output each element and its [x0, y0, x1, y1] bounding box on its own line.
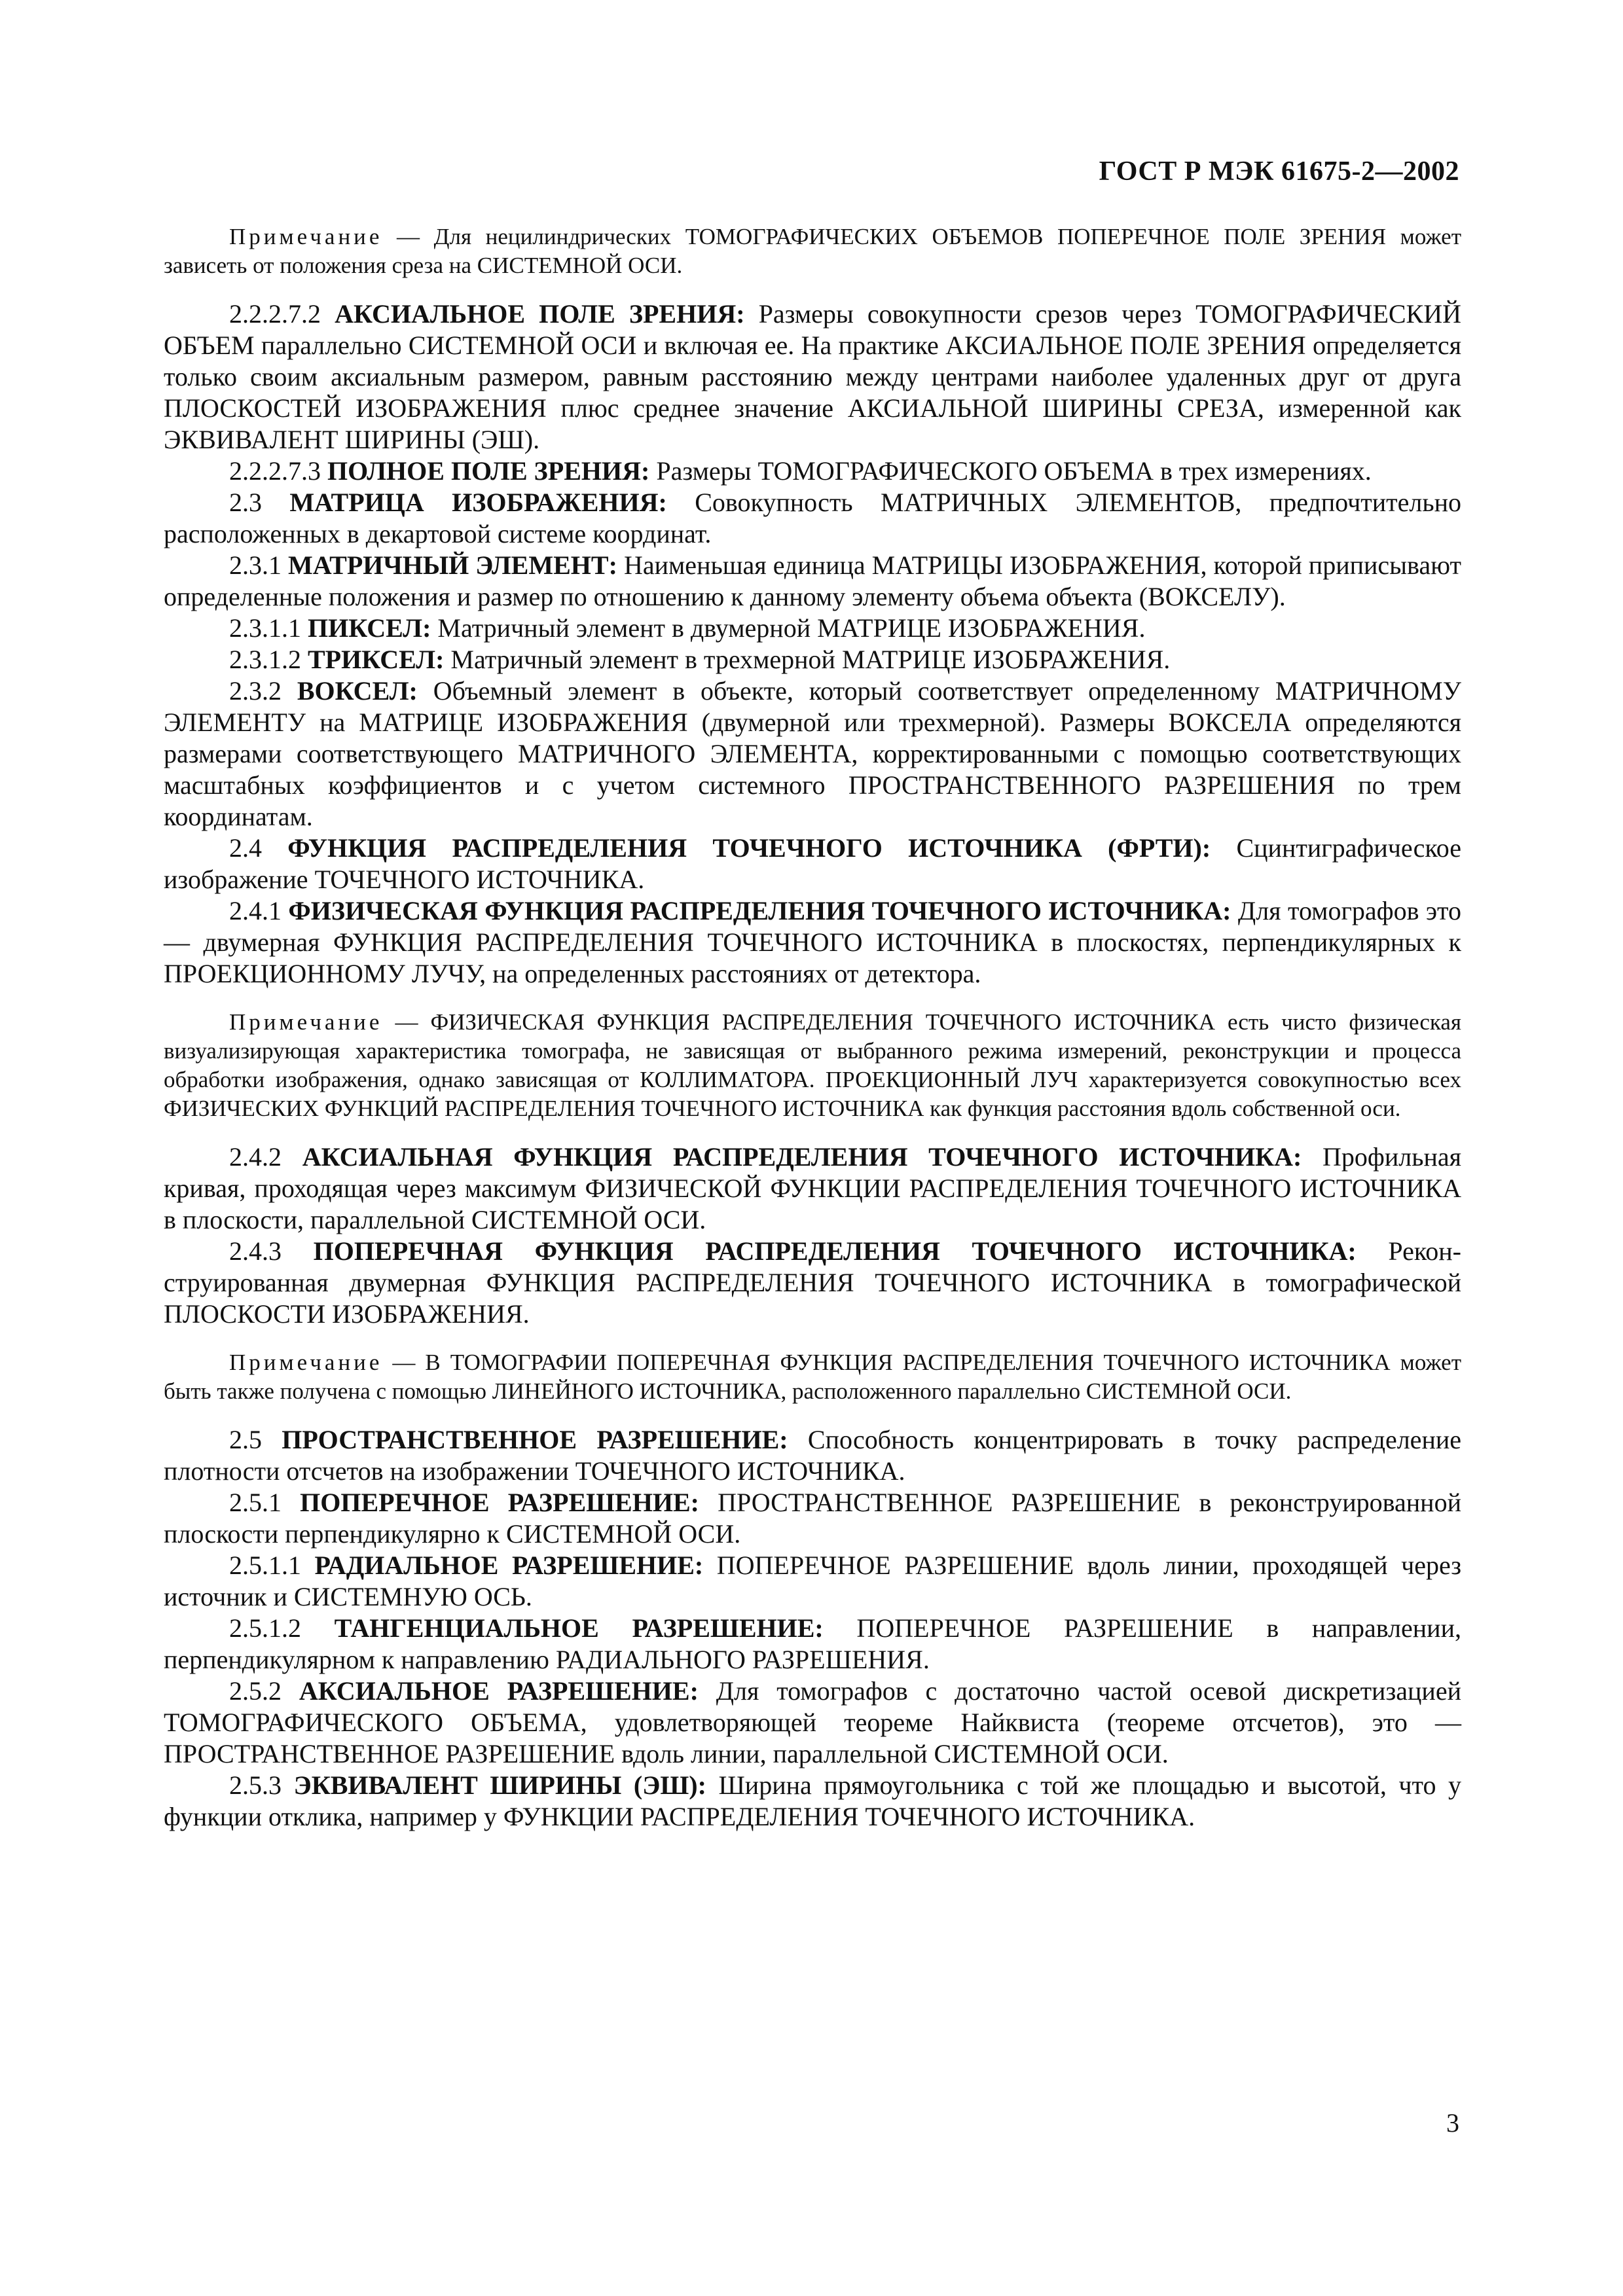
clause-paragraph	[164, 1487, 1461, 1550]
clause-number: 2.5.1	[229, 1488, 301, 1517]
page-number: 3	[1446, 2108, 1459, 2138]
clause-term: РАДИАЛЬНОЕ РАЗРЕШЕНИЕ:	[314, 1551, 704, 1580]
clause-number: 2.5	[229, 1425, 282, 1454]
note-paragraph	[164, 1348, 1461, 1406]
clause-definition: Размеры ТОМОГРАФИЧЕСКОГО ОБЪЕМА в трех измерениях.	[649, 456, 1372, 486]
clause-term: АКСИАЛЬНОЕ РАЗРЕШЕНИЕ:	[299, 1676, 699, 1706]
clause-definition: Для томографов это — двумерная ФУНКЦИЯ РАСПРЕДЕЛЕНИЯ ТОЧЕЧНОГО ИСТОЧНИКА в плоскостях, перпендикулярных к ПРОЕКЦИОННОМУ ЛУЧУ, на определенных расстояниях от детектора.	[164, 896, 1461, 988]
clause-paragraph	[164, 487, 1461, 550]
clause-number: 2.4.3	[229, 1236, 314, 1266]
clause-definition: Для томографов с достаточно частой осевой дискретизацией ТОМОГРАФИЧЕСКОГО ОБЪЕМА, удовлетворяющей теореме Найквиста (теореме отсчетов), это — ПРОСТРАНСТВЕННОЕ РАЗРЕШЕНИЕ вдоль линии, параллельной СИСТЕМНОЙ ОСИ.	[164, 1676, 1461, 1768]
clause-definition: Сцинтиграфическое изображение ТОЧЕЧНОГО ИСТОЧНИКА.	[164, 833, 1461, 894]
clause-paragraph	[164, 675, 1461, 833]
clause-paragraph	[164, 613, 1461, 644]
clause-definition: ПОПЕРЕЧНОЕ РАЗРЕШЕНИЕ вдоль линии, проходящей через источник и СИСТЕМНУЮ ОСЬ.	[164, 1551, 1462, 1611]
clause-paragraph	[164, 298, 1461, 456]
clause-term: ПРОСТРАНСТВЕННОЕ РАЗРЕШЕНИЕ:	[282, 1425, 788, 1454]
clause-term: ПОПЕРЕЧНАЯ ФУНКЦИЯ РАСПРЕДЕЛЕНИЯ ТОЧЕЧНОГО ИСТОЧНИКА:	[313, 1236, 1357, 1266]
clause-term: ПИКСЕЛ:	[308, 613, 431, 643]
clause-paragraph	[164, 1770, 1461, 1833]
clause-definition: Способность концентрировать в точку распределение плотности отсчетов на изображении ТОЧЕЧНОГО ИСТОЧНИКА.	[164, 1425, 1462, 1486]
clause-definition: Совокупность МАТРИЧНЫХ ЭЛЕМЕНТОВ, предпочтительно расположенных в декартовой системе координат.	[164, 488, 1461, 548]
clause-paragraph	[164, 1424, 1461, 1487]
clause-term: ФУНКЦИЯ РАСПРЕДЕЛЕНИЯ ТОЧЕЧНОГО ИСТОЧНИКА (ФРТИ):	[287, 833, 1211, 863]
clause-definition: Наименьшая единица МАТРИЦЫ ИЗОБРАЖЕНИЯ, которой приписывают определенные положения и размер по отношению к данному элементу объема объекта (ВОКСЕЛУ).	[164, 550, 1462, 611]
clause-definition: Профильная кривая, проходящая через максимум ФИЗИЧЕСКОЙ ФУНКЦИИ РАСПРЕДЕЛЕНИЯ ТОЧЕЧНОГО ИСТОЧНИКА в плоскости, параллельной СИСТЕМНОЙ ОСИ.	[164, 1142, 1461, 1234]
note-label: Примечание	[229, 224, 383, 249]
clause-number: 2.3.2	[229, 676, 297, 706]
clause-term: ПОЛНОЕ ПОЛЕ ЗРЕНИЯ:	[327, 456, 650, 486]
clause-number: 2.2.2.7.2	[229, 299, 335, 329]
note-text: — ФИЗИЧЕСКАЯ ФУНКЦИЯ РАСПРЕДЕЛЕНИЯ ТОЧЕЧНОГО ИСТОЧНИКА есть чисто физическая визуализирующая характеристика томографа, не зависящая от выбранного режима измерений, реконструкции и процесса обработки изображения, однако зависящая от КОЛЛИМАТОРА. ПРОЕКЦИОННЫЙ ЛУЧ характеризуется совокупностью всех ФИЗИЧЕСКИХ ФУНКЦИЙ РАСПРЕДЕЛЕНИЯ ТОЧЕЧНОГО ИСТОЧНИКА как функция расстояния вдоль собственной оси.	[164, 1009, 1461, 1121]
note-text: — В ТОМОГРАФИИ ПОПЕРЕЧНАЯ ФУНКЦИЯ РАСПРЕДЕЛЕНИЯ ТОЧЕЧНОГО ИСТОЧНИКА может быть также получена с помощью ЛИНЕЙНОГО ИСТОЧНИКА, расположенного параллельно СИСТЕМНОЙ ОСИ.	[164, 1350, 1461, 1404]
clause-number: 2.3.1.2	[229, 645, 308, 674]
clause-number: 2.3	[229, 488, 290, 517]
clause-term: ЭКВИВАЛЕНТ ШИРИНЫ (ЭШ):	[293, 1770, 706, 1800]
clause-paragraph	[164, 833, 1461, 895]
clause-term: ФИЗИЧЕСКАЯ ФУНКЦИЯ РАСПРЕДЕЛЕНИЯ ТОЧЕЧНОГО ИСТОЧНИКА:	[288, 896, 1231, 925]
document-header: ГОСТ Р МЭК 61675-2—2002	[1099, 156, 1459, 187]
document-body	[164, 223, 1461, 1833]
clause-definition: Объемный элемент в объекте, который соответствует определенному МАТРИЧНОМУ ЭЛЕМЕНТУ на МАТРИЦЕ ИЗОБРАЖЕНИЯ (двумерной или трехмерной). Размеры ВОКСЕЛА определяются размерами соответствующего МАТРИЧНОГО ЭЛЕМЕНТА, корректированными с помощью соответствующих масштабных коэффициентов и с учетом системного ПРОСТРАНСТВЕННОГО РАЗРЕШЕНИЯ по трем координатам.	[164, 676, 1462, 831]
clause-term: ПОПЕРЕЧНОЕ РАЗРЕШЕНИЕ:	[300, 1488, 699, 1517]
note-label: Примечание	[229, 1009, 383, 1035]
clause-number: 2.3.1	[229, 550, 289, 580]
clause-term: МАТРИЧНЫЙ ЭЛЕМЕНТ:	[288, 550, 617, 580]
clause-term: ТАНГЕНЦИАЛЬНОЕ РАЗРЕШЕНИЕ:	[334, 1613, 824, 1643]
clause-term: ТРИКСЕЛ:	[308, 645, 445, 674]
clause-definition: Ширина прямоугольника с той же площадью и высотой, что у функции отклика, например у ФУНКЦИИ РАСПРЕДЕЛЕНИЯ ТОЧЕЧНОГО ИСТОЧНИКА.	[164, 1770, 1461, 1831]
clause-definition: ПОПЕРЕЧНОЕ РАЗРЕШЕНИЕ в направлении, перпендикулярном к направлению РАДИАЛЬНОГО РАЗРЕШЕНИЯ.	[164, 1613, 1461, 1674]
clause-definition: Матричный элемент в трехмерной МАТРИЦЕ ИЗОБРАЖЕНИЯ.	[444, 645, 1171, 674]
note-paragraph	[164, 223, 1461, 280]
note-text: — Для нецилиндрических ТОМОГРАФИЧЕСКИХ ОБЪЕМОВ ПОПЕРЕЧНОЕ ПОЛЕ ЗРЕНИЯ может зависеть от положения среза на СИСТЕМНОЙ ОСИ.	[164, 224, 1461, 278]
clause-paragraph	[164, 1676, 1461, 1770]
clause-number: 2.4.1	[229, 896, 289, 925]
clause-number: 2.5.3	[229, 1770, 294, 1800]
clause-number: 2.5.2	[229, 1676, 299, 1706]
clause-paragraph	[164, 1613, 1461, 1676]
note-label: Примечание	[229, 1350, 383, 1375]
clause-definition: Матричный элемент в двумерной МАТРИЦЕ ИЗОБРАЖЕНИЯ.	[431, 613, 1146, 643]
clause-paragraph	[164, 1236, 1461, 1330]
clause-term: ВОКСЕЛ:	[297, 676, 418, 706]
clause-definition: Размеры совокупности срезов через ТОМОГРАФИЧЕСКИЙ ОБЪЕМ параллельно СИСТЕМНОЙ ОСИ и включая ее. На практике АКСИАЛЬНОЕ ПОЛЕ ЗРЕНИЯ определяется только своим аксиальным размером, равным расстоянию между центрами наиболее удаленных друг от друга ПЛОСКОСТЕЙ ИЗОБРАЖЕНИЯ плюс среднее значение АКСИАЛЬНОЙ ШИРИНЫ СРЕЗА, измеренной как ЭКВИВАЛЕНТ ШИРИНЫ (ЭШ).	[164, 299, 1462, 454]
clause-number: 2.4.2	[229, 1142, 302, 1172]
clause-paragraph	[164, 895, 1461, 990]
clause-number: 2.5.1.1	[229, 1551, 315, 1580]
clause-term: МАТРИЦА ИЗОБРАЖЕНИЯ:	[289, 488, 667, 517]
clause-paragraph	[164, 456, 1461, 487]
clause-number: 2.4	[229, 833, 288, 863]
clause-paragraph	[164, 550, 1461, 613]
clause-number: 2.3.1.1	[229, 613, 308, 643]
clause-number: 2.2.2.7.3	[229, 456, 327, 486]
clause-definition: Реконструированная двумерная ФУНКЦИЯ РАСПРЕДЕЛЕНИЯ ТОЧЕЧНОГО ИСТОЧНИКА в томографической ПЛОСКОСТИ ИЗОБРАЖЕНИЯ.	[164, 1236, 1461, 1329]
clause-term: АКСИАЛЬНОЕ ПОЛЕ ЗРЕНИЯ:	[335, 299, 745, 329]
clause-paragraph	[164, 1141, 1461, 1236]
note-paragraph	[164, 1008, 1461, 1123]
clause-number: 2.5.1.2	[229, 1613, 335, 1643]
clause-definition: ПРОСТРАНСТВЕННОЕ РАЗРЕШЕНИЕ в реконструированной плоскости перпендикулярно к СИСТЕМНОЙ ОСИ.	[164, 1488, 1461, 1549]
clause-paragraph	[164, 644, 1461, 675]
clause-term: АКСИАЛЬНАЯ ФУНКЦИЯ РАСПРЕДЕЛЕНИЯ ТОЧЕЧНОГО ИСТОЧНИКА:	[302, 1142, 1302, 1172]
clause-paragraph	[164, 1550, 1461, 1613]
